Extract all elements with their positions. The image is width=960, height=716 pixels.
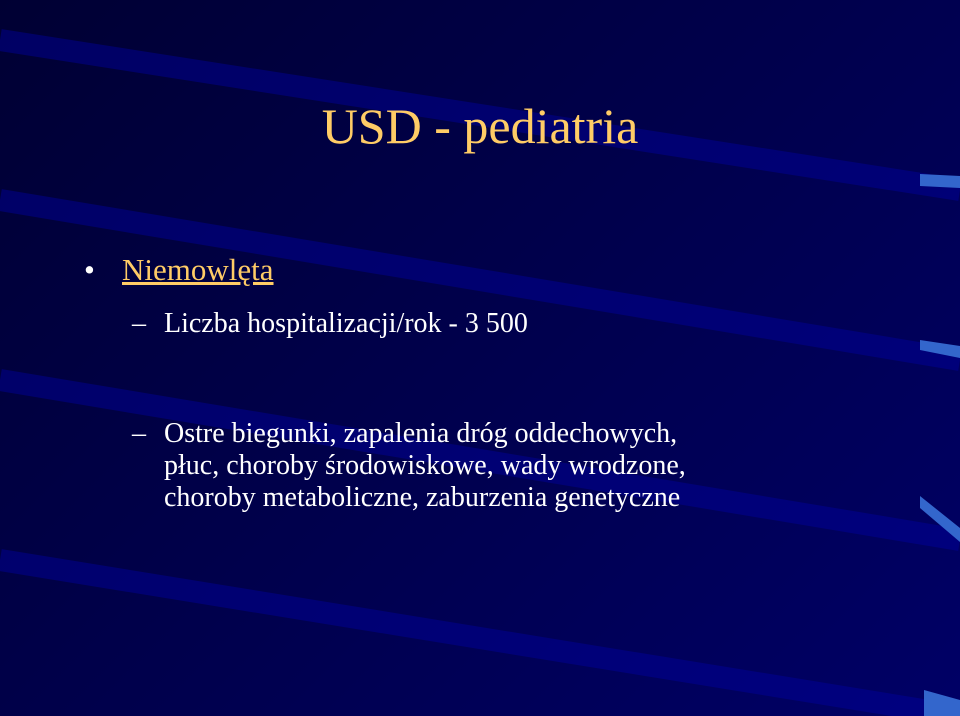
sub-item-marker: – <box>132 308 146 339</box>
bullet-marker: • <box>84 252 95 287</box>
sub-item-text-line: płuc, choroby środowiskowe, wady wrodzone, <box>164 450 686 481</box>
sub-item-text-line: Ostre biegunki, zapalenia dróg oddechowych, <box>164 418 678 449</box>
sub-item <box>132 418 686 514</box>
slide-title: USD - pediatria <box>321 98 639 154</box>
sub-item <box>132 308 528 340</box>
sub-item-marker: – <box>132 418 146 449</box>
sub-item-text-line: choroby metaboliczne, zaburzenia genetyczne <box>164 482 681 513</box>
bullet-label-link[interactable]: Niemowlęta <box>122 252 274 287</box>
sub-item-text: Liczba hospitalizacji/rok - 3 500 <box>164 308 528 339</box>
bullet-item <box>84 250 274 290</box>
